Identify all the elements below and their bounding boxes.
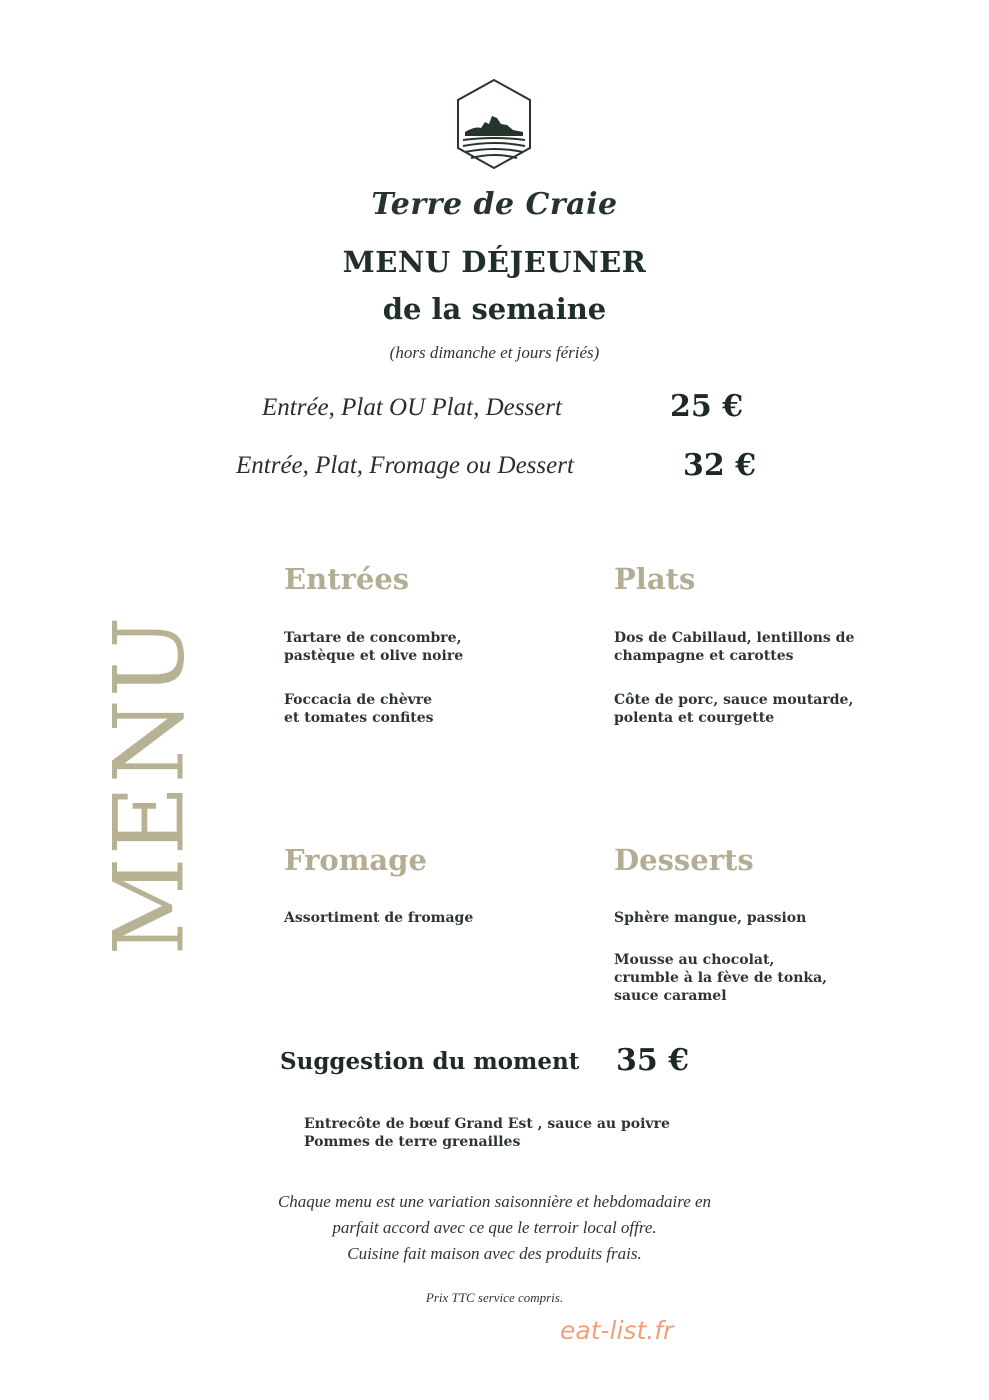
- vertical-menu-title: [80, 615, 220, 955]
- watermark: eat-list.fr: [560, 1316, 674, 1345]
- hexagon-vineyard-logo-icon: [455, 78, 533, 170]
- section-title-plats: Plats: [614, 562, 696, 596]
- fromage-item-1: Assortiment de fromage: [284, 910, 474, 926]
- plat-item-2: Côte de porc, sauce moutarde, polenta et courgette: [614, 692, 854, 726]
- suggestion-price: 35 €: [616, 1043, 690, 1078]
- entree-item-2: Foccacia de chèvre et tomates confites: [284, 692, 434, 726]
- footer-line-2: parfait accord avec ce que le terroir local offre.: [332, 1218, 657, 1237]
- section-title-desserts: Desserts: [614, 843, 754, 877]
- dessert-item-2: Mousse au chocolat, crumble à la fève de tonka, sauce caramel: [614, 952, 828, 1004]
- suggestion-title: Suggestion du moment: [280, 1048, 580, 1075]
- menu-title: MENU DÉJEUNER: [342, 245, 647, 279]
- formula-1-price: 25 €: [670, 389, 744, 424]
- suggestion-description: Entrecôte de bœuf Grand Est , sauce au poivre Pommes de terre grenailles: [304, 1116, 670, 1150]
- footer-line-1: Chaque menu est une variation saisonnière et hebdomadaire en: [277, 1192, 712, 1211]
- entree-item-1: Tartare de concombre, pastèque et olive noire: [284, 630, 464, 664]
- formula-1-label: Entrée, Plat OU Plat, Dessert: [262, 394, 562, 421]
- price-note: Prix TTC service compris.: [425, 1290, 564, 1305]
- section-title-entrees: Entrées: [284, 562, 410, 596]
- vertical-menu-text: MENU: [94, 614, 206, 956]
- dessert-item-1: Sphère mangue, passion: [614, 910, 807, 926]
- plat-item-1: Dos de Cabillaud, lentillons de champagne et carottes: [614, 630, 855, 664]
- section-title-fromage: Fromage: [284, 843, 427, 877]
- footer-line-3: Cuisine fait maison avec des produits frais.: [347, 1244, 642, 1263]
- menu-conditions: (hors dimanche et jours fériés): [389, 343, 600, 362]
- formula-2-price: 32 €: [683, 448, 757, 483]
- formula-2-label: Entrée, Plat, Fromage ou Dessert: [236, 452, 574, 479]
- brand-name: Terre de Craie: [371, 187, 618, 222]
- menu-subtitle: de la semaine: [382, 292, 607, 326]
